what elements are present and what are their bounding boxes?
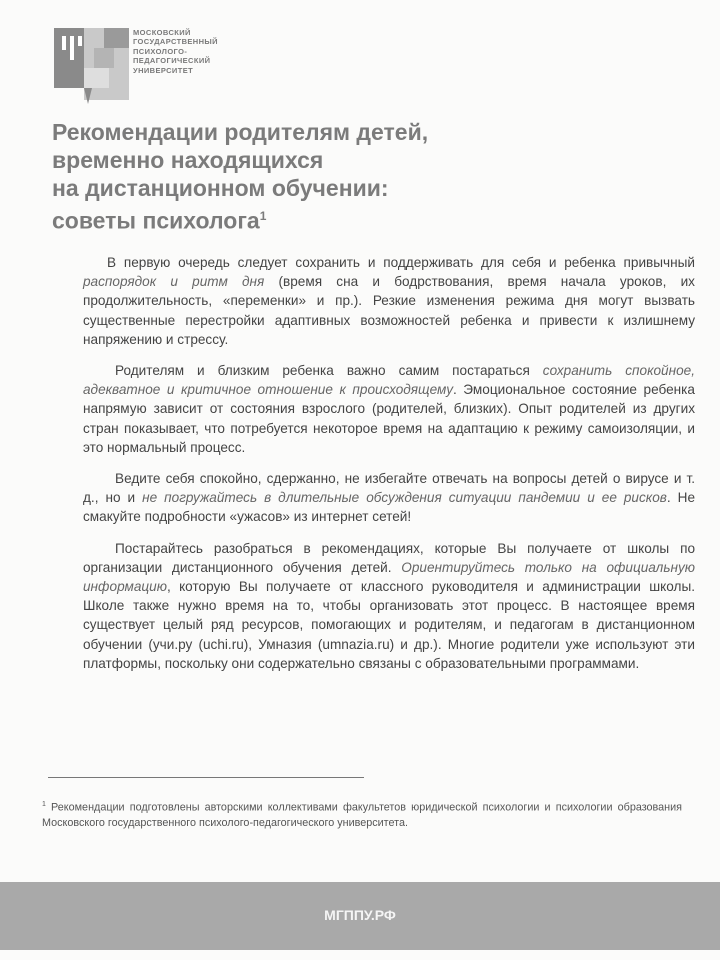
footnote [42, 797, 682, 831]
paragraph [83, 469, 695, 527]
logo-line: УНИВЕРСИТЕТ [133, 65, 194, 75]
title-line: советы психолога [52, 207, 260, 234]
title-line: Рекомендации родителям детей, [52, 119, 429, 145]
text: . Не смакуйте подробности «ужасов» из интернет сетей! [83, 490, 696, 525]
article-body [83, 253, 695, 685]
page-title [52, 118, 428, 235]
title-line: временно находящихся [52, 147, 324, 173]
emphasis: распорядок и ритм дня [83, 274, 265, 290]
logo-line: МОСКОВСКИЙ [133, 28, 191, 37]
footnote-text: Рекомендации подготовлены авторскими коллективами факультетов юридической психологии и психологии образования Московского государственного психолого-педагогического университета. [42, 801, 682, 829]
title-line: на дистанционном обучении: [52, 175, 389, 201]
emphasis: не погружайтесь в длительные обсуждения ситуации пандемии и ее рисков [142, 490, 667, 506]
university-name [133, 28, 218, 75]
text: Постарайтесь разобраться в рекомендациях, которые Вы получаете от школы по организации дистанционного обучения детей. [83, 540, 695, 575]
logo-line: ПЕДАГОГИЧЕСКИЙ [133, 56, 211, 66]
text: Родителям и близким ребенка важно самим постараться [115, 363, 543, 379]
footnote-divider [48, 777, 364, 778]
text: В первую очередь следует сохранить и поддерживать для себя и ребенка привычный [107, 255, 695, 270]
logo-line: ГОСУДАРСТВЕННЫЙ [133, 37, 218, 47]
paragraph [83, 539, 695, 673]
paragraph [83, 361, 695, 457]
text: Ведите себя спокойно, сдержанно, не избегайте отвечать на вопросы детей о вирусе и т. д., но и [83, 471, 695, 506]
emphasis: сохранить спокойное, адекватное и критичное отношение к происходящему [83, 363, 695, 398]
paragraph [83, 253, 695, 349]
emphasis: Ориентируйтесь только на официальную информацию [83, 559, 695, 595]
university-logo [54, 28, 94, 100]
footnote-mark: 1 [42, 801, 46, 808]
text: , которую Вы получаете от классного руководителя и администрации школы. Школе также нужно время на то, чтобы организовать этот процесс. В настоящее время существует целый ряд ресурсов, помогающих и родителям, и педагогам в дистанционном обучении (учи.ру (uchi.ru), Умназия (umnazia.ru) и др.). Многие родители уже используют эти платформы, поскольку они содержательно связаны с образовательными программами. [83, 579, 695, 671]
text: . Эмоциональное состояние ребенка напрямую зависит от состояния взрослого (родителей, близких). Опыт родителей из других стран показывает, что потребуется некоторое время на адаптацию к режиму самоизоляции, и это нормальный процесс. [83, 382, 695, 455]
text: (время сна и бодрствования, время начала уроков, их продолжительность, «переменки» и пр.). Резкие изменения режима дня могут вызвать существенные перестройки адаптивных возможностей ребенка и привести к излишнему напряжению и стрессу. [83, 274, 695, 347]
footer-site-link[interactable]: МГППУ.РФ [324, 907, 396, 923]
logo-line: ПСИХОЛОГО- [133, 46, 188, 56]
footer-band [0, 882, 720, 950]
footnote-reference[interactable]: 1 [259, 209, 267, 223]
